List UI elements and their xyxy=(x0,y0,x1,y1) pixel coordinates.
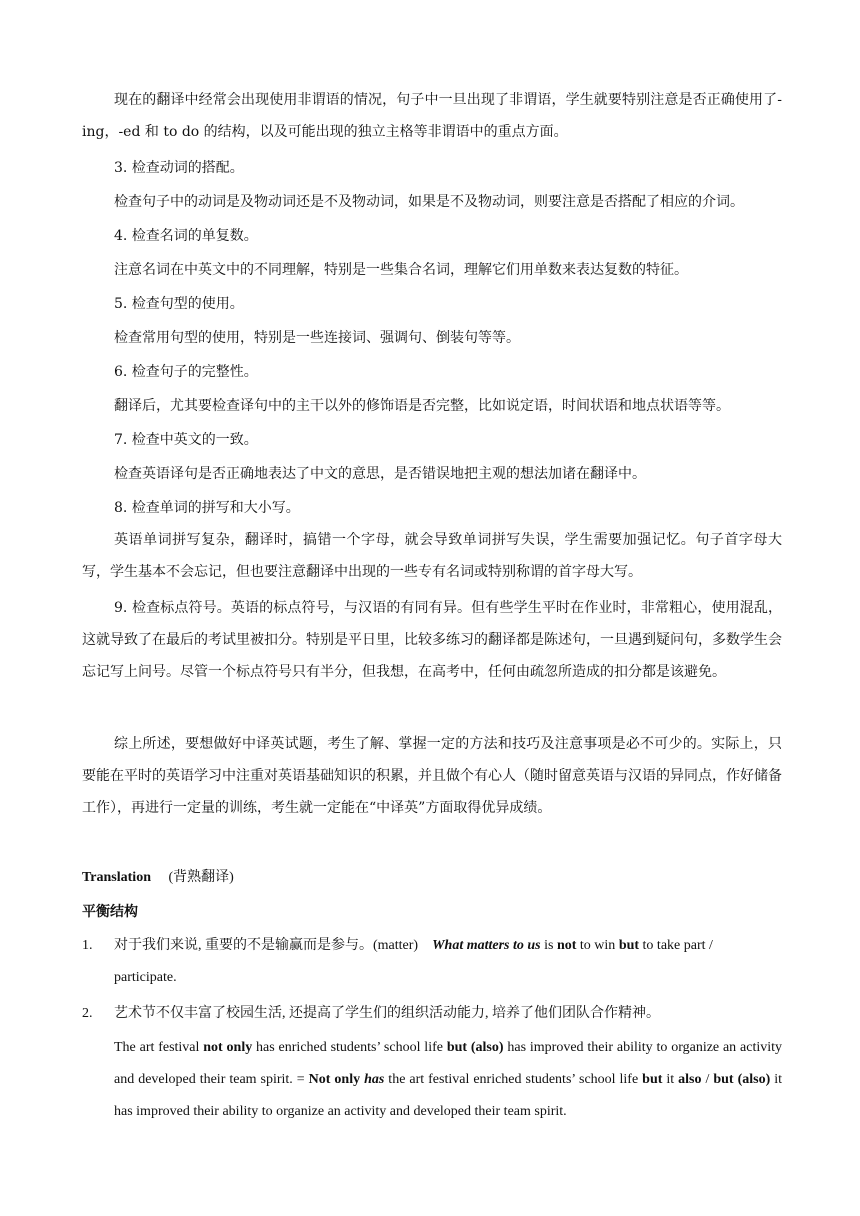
item-1-number: 1. xyxy=(82,938,93,953)
item-1-en-b: is xyxy=(540,938,557,953)
item-1-en-d: to win xyxy=(576,938,619,953)
item-2-s8: has xyxy=(364,1072,385,1087)
section-title: 平衡结构 xyxy=(82,904,138,920)
item-2-s6: Not only xyxy=(308,1072,361,1087)
heading-7: 7. 检查中英文的一致。 xyxy=(114,432,258,448)
item-2-chinese: 艺术节不仅丰富了校园生活, 还提高了学生们的组织活动能力, 培养了他们团队合作精神。 xyxy=(114,1006,660,1021)
item-1-chinese: 对于我们来说, 重要的不是输赢而是参与。(matter) xyxy=(114,938,419,953)
translation-heading: Translation xyxy=(82,870,151,885)
paragraph-3: 检查句子中的动词是及物动词还是不及物动词，如果是不及物动词，则要注意是否搭配了相应的介词。 xyxy=(114,194,744,210)
item-1-en-a: What matters to us xyxy=(432,938,541,953)
item-1-en-c: not xyxy=(556,938,577,953)
item-2-s3: has enriched students’ school life xyxy=(252,1040,447,1055)
item-2-s10: but xyxy=(642,1072,663,1087)
paragraph-9: 9. 检查标点符号。英语的标点符号，与汉语的有同有异。但有些学生平时在作业时，非常粗心，使用混乱，这就导致了在最后的考试里被扣分。特别是平日里，比较多练习的翻译都是陈述句，一旦遇到疑问句，多数学生会忘记写上问号。尽管一个标点符号只有半分，但我想，在高考中，任何由疏忽所造成的扣分都是该避免。 xyxy=(82,600,782,680)
paragraph-6: 翻译后，尤其要检查译句中的主干以外的修饰语是否完整，比如说定语，时间状语和地点状语等等。 xyxy=(114,398,730,414)
heading-3: 3. 检查动词的搭配。 xyxy=(114,160,244,176)
paragraph-7: 检查英语译句是否正确地表达了中文的意思，是否错误地把主观的想法加诸在翻译中。 xyxy=(114,466,646,482)
heading-5: 5. 检查句型的使用。 xyxy=(114,296,244,312)
item-2-s4: but (also) xyxy=(446,1040,504,1055)
item-2-s12: also xyxy=(678,1072,702,1087)
paragraph-4: 注意名词在中英文中的不同理解，特别是一些集合名词，理解它们用单数来表达复数的特征。 xyxy=(114,262,688,278)
heading-6: 6. 检查句子的完整性。 xyxy=(114,364,258,380)
item-1-en-e: but xyxy=(618,938,640,953)
item-2-s14: but (also) xyxy=(713,1072,771,1087)
item-2-s13: / xyxy=(701,1072,714,1087)
paragraph-5: 检查常用句型的使用，特别是一些连接词、强调句、倒装句等等。 xyxy=(114,330,520,346)
item-1-en-g: participate. xyxy=(114,970,177,985)
item-2-s15: it has improved their ability to organize an activity and developed their team spirit. xyxy=(114,1072,783,1119)
translation-heading-row xyxy=(82,862,234,894)
heading-4: 4. 检查名词的单复数。 xyxy=(114,228,258,244)
paragraph-8: 英语单词拼写复杂，翻译时，搞错一个字母，就会导致单词拼写失误，学生需要加强记忆。句子首字母大写，学生基本不会忘记，但也要注意翻译中出现的一些专有名词或特别称谓的首字母大写。 xyxy=(82,532,782,580)
item-1-text xyxy=(114,930,782,994)
item-2-number: 2. xyxy=(82,1006,93,1021)
item-2-english xyxy=(114,1032,782,1128)
item-2-s11: it xyxy=(662,1072,679,1087)
item-2-s9: the art festival enriched students’ school life xyxy=(384,1072,643,1087)
item-2-s1: The art festival xyxy=(114,1040,204,1055)
item-1-en-f: to take part / xyxy=(639,938,713,953)
paragraph-nonfinite: 现在的翻译中经常会出现使用非谓语的情况，句子中一旦出现了非谓语，学生就要特别注意是否正确使用了-ing，-ed 和 to do 的结构，以及可能出现的独立主格等非谓语中的重点方面。 xyxy=(82,92,782,140)
paragraph-summary: 综上所述，要想做好中译英试题，考生了解、掌握一定的方法和技巧及注意事项是必不可少的。实际上，只要能在平时的英语学习中注重对英语基础知识的积累，并且做个有心人（随时留意英语与汉语的异同点，作好储备工作），再进行一定量的训练，考生就一定能在“中译英”方面取得优异成绩。 xyxy=(82,736,782,816)
heading-8: 8. 检查单词的拼写和大小写。 xyxy=(114,500,300,516)
translation-heading-note: (背熟翻译) xyxy=(168,870,234,885)
item-2-s5: has improved their ability to organize an activity and developed their team spirit. = xyxy=(114,1040,782,1087)
item-2-s2: not only xyxy=(203,1040,253,1055)
